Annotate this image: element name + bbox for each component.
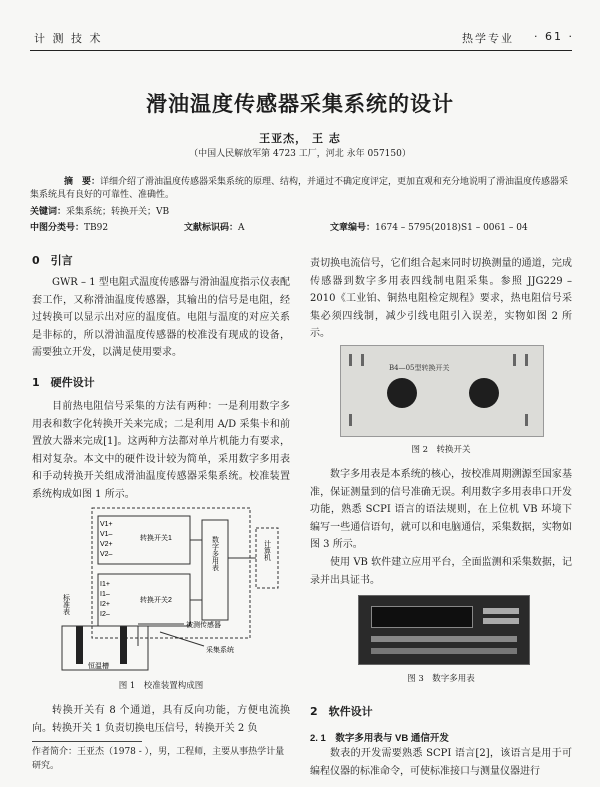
section-2-heading: 2 软件设计 [310, 705, 373, 718]
switch-knob-right [469, 378, 499, 408]
i-term-2: I1– [100, 591, 110, 598]
classification-value: TB92 [84, 223, 109, 233]
std-label: 标准表 [62, 594, 70, 615]
section-1-heading: 1 硬件设计 [32, 376, 95, 389]
dmm-label: 数字多用表 [211, 536, 219, 571]
terminal-pin [513, 354, 516, 366]
i-term-1: I1+ [100, 581, 110, 588]
v-term-4: V2– [100, 551, 113, 558]
fig3-caption: 图 3 数字多用表 [407, 674, 475, 684]
author-note: 作者简介：王亚杰（1978 - ），男，工程师，主要从事热学计量研究。 [32, 747, 285, 771]
header-rule [30, 50, 572, 51]
switch-photo [340, 345, 544, 437]
hardware-paragraph: 目前热电阻信号采集的方法有两种：一是利用数字多用表和数字化转换开关来完成；二是利用 A/D 采集卡和前置放大器来完成[1]。这两种方法都对单片机能力有要求，相对复杂。本文中的硬件设计较为简单，采用数字多用表和手动转换开关组成滑油温度传感器采集系统。校准装置系统构成如图 1 所示。 [32, 401, 290, 500]
section-2-1-heading: 2. 1 数字多用表与 VB 通信开发 [310, 733, 449, 744]
classification-label: 中图分类号： [30, 223, 85, 233]
article-number-label: 文章编号： [330, 223, 376, 233]
dmm-buttons [483, 618, 519, 624]
doc-code-label: 文献标识码： [184, 223, 239, 233]
v-term-2: V1– [100, 531, 113, 538]
dmm-keypad [371, 636, 517, 642]
right-top-paragraph: 责切换电流信号，它们组合起来同时切换测量的通道，完成传感器到数字多用表四线制电阻采集。参照 JJG229 – 2010《工业铂、铜热电阻检定规程》要求，热电阻信号采集必须四线制，减少引线电阻引入误差，实物如图 2 所示。 [310, 258, 572, 339]
fig2-caption: 图 2 转换开关 [411, 445, 471, 455]
tank-label: 恒温槽 [88, 663, 109, 670]
terminal-pin [361, 354, 364, 366]
switch-paragraph: 转换开关有 8 个通道，具有反向功能，方便电流换向。转换开关 1 负责切换电压信号，转换开关 2 负 [32, 705, 290, 734]
dmm-display [371, 606, 473, 628]
std-probe [76, 626, 83, 664]
terminal-pin [349, 354, 352, 366]
sensor-probe [120, 626, 127, 664]
dmm-photo [358, 595, 530, 665]
system-diagram [60, 506, 282, 672]
paper-title: 滑油温度传感器采集系统的设计 [146, 92, 454, 116]
footnote-rule [32, 741, 142, 742]
switch-knob-left [387, 378, 417, 408]
v-term-3: V2+ [100, 541, 113, 548]
keywords-label: 关键词： [30, 207, 67, 217]
switch2-label: 转换开关2 [140, 597, 172, 604]
article-number [330, 222, 580, 235]
doc-code [184, 222, 324, 235]
article-number-value: 1674 – 5795(2018)S1 – 0061 – 04 [375, 223, 528, 233]
abstract-text: 详细介绍了滑油温度传感器采集系统的原理、结构，并通过不确定度评定，更加直观和充分地说明了滑油温度传感器采集系统具有良好的可靠性、准确性。 [30, 177, 569, 200]
dmm-paragraph: 数字多用表是本系统的核心，按校准周期溯源至国家基准，保证测量到的信号准确无误。利用数字多用表串口开发功能，熟悉 SCPI 语言的语法规则，在上位机 VB 环境下编写一些通信语句，就可以和电脑通信，采集数据，实物如图 3 所示。 [310, 469, 572, 550]
terminal-pin [525, 414, 528, 426]
section-name: 热学专业 [462, 32, 514, 45]
page-number: · 61 · [534, 30, 574, 43]
authors: 王亚杰， 王 志 [259, 132, 341, 145]
software-paragraph: 数表的开发需要熟悉 SCPI 语言[2]，该语言是用于可编程仪器的标准命令，可使标准接口与测量仪器进行 [310, 748, 572, 777]
fig1-caption: 图 1 校准装置构成图 [118, 681, 204, 691]
sensor-label: 被测传感器 [186, 622, 221, 629]
cable-label: 采集系统 [206, 647, 234, 654]
system-boundary [92, 508, 250, 638]
pc-label: 计算机 [263, 540, 271, 561]
terminal-pin [349, 414, 352, 426]
affiliation: （中国人民解放军第 4723 工厂，河北 永年 057150） [189, 149, 411, 159]
keywords [30, 206, 570, 219]
v-term-1: V1+ [100, 521, 113, 528]
vb-paragraph: 使用 VB 软件建立应用平台，全面监测和采集数据，记录并出具证书。 [310, 557, 572, 586]
keywords-text: 采集系统；转换开关；VB [66, 207, 170, 217]
doc-code-value: A [238, 223, 245, 233]
abstract-label: 摘 要： [64, 177, 101, 187]
intro-paragraph: GWR – 1 型电阻式温度传感器与滑油温度指示仪表配套工作，又称滑油温度传感器，其输出的信号是电阻，经过转换可以显示出对应的温度值。电阻与温度的对应关系是非标的，所以滑油温度传感器的校准没有现成的设备，需要独立开发，以满足使用要求。 [32, 277, 290, 358]
journal-name: 计 测 技 术 [34, 32, 103, 45]
dmm-buttons [483, 608, 519, 614]
terminal-pin [525, 354, 528, 366]
dmm-keypad [371, 648, 517, 654]
section-0-heading: 0 引言 [32, 254, 73, 267]
i-term-3: I2+ [100, 601, 110, 608]
leader-cable [160, 632, 204, 646]
switch-photo-label: B4—05型转换开关 [389, 364, 450, 372]
i-term-4: I2– [100, 611, 110, 618]
abstract [30, 176, 570, 202]
switch1-label: 转换开关1 [140, 535, 172, 542]
